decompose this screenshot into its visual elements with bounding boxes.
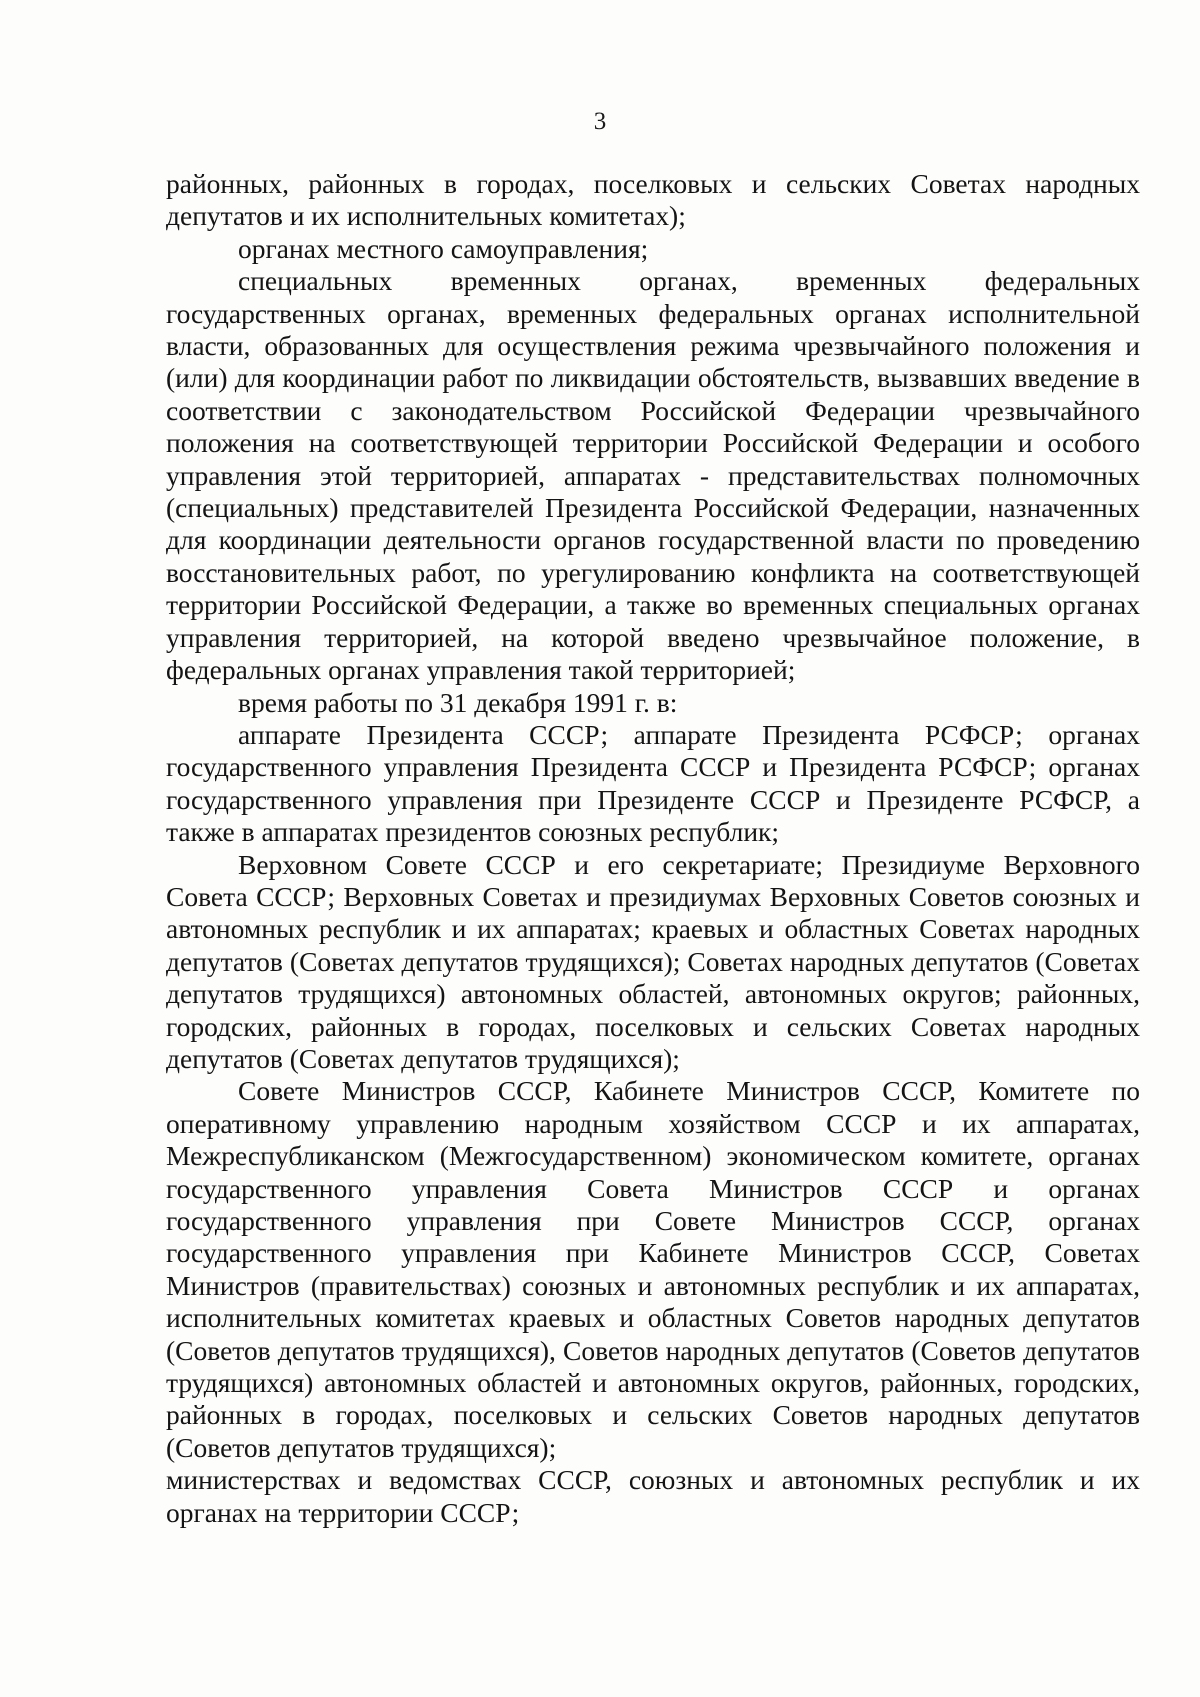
paragraph-president-apparatus: аппарате Президента СССР; аппарате Президента РСФСР; органах государственного управления Президента СССР и Президента РСФСР; органах государственного управления при Президенте СССР и Президенте РСФСР, а также в аппаратах президентов союзных республик; [166, 718, 1140, 848]
paragraph-soviets-continuation: районных, районных в городах, поселковых и сельских Советах народных депутатов и их исполнительных комитетах); [166, 168, 1140, 232]
paragraph-special-temporary-bodies: специальных временных органах, временных федеральных государственных органах, временных федеральных органах исполнительной власти, образованных для осуществления режима чрезвычайного положения и (или) для координации работ по ликвидации обстоятельств, вызвавших введение в соответствии с законодательством Российской Федерации чрезвычайного положения на соответствующей территории Российской Федерации и особого управления этой территорией, аппаратах - представительствах полномочных (специальных) представителей Президента Российской Федерации, назначенных для координации деятельности органов государственной власти по проведению восстановительных работ, по урегулированию конфликта на соответствующей территории Российской Федерации, а также во временных специальных органах управления территорией, на которой введено чрезвычайное положение, в федеральных органах управления такой территорией; [166, 265, 1140, 686]
paragraph-supreme-soviet: Верховном Совете СССР и его секретариате; Президиуме Верховного Совета СССР; Верховных Советах и президиумах Верховных Советов союзных и автономных республик и их аппаратах; краевых и областных Советах народных депутатов (Советах депутатов трудящихся); Советах народных депутатов (Советах депутатов трудящихся) автономных областей, автономных округов; районных, городских, районных в городах, поселковых и сельских Советах народных депутатов (Советах депутатов трудящихся); [166, 848, 1140, 1074]
paragraph-work-until-1991: время работы по 31 декабря 1991 г. в: [238, 686, 678, 718]
page-number: 3 [593, 108, 607, 135]
paragraph-local-self-government: органах местного самоуправления; [238, 232, 649, 264]
paragraph-council-of-ministers: Совете Министров СССР, Кабинете Министров СССР, Комитете по оперативному управлению народным хозяйством СССР и их аппаратах, Межреспубликанском (Межгосударственном) экономическом комитете, органах государственного управления Совета Министров СССР и органах государственного управления при Совете Министров СССР, органах государственного управления при Кабинете Министров СССР, Советах Министров (правительствах) союзных и автономных республик и их аппаратах, исполнительных комитетах краевых и областных Советов народных депутатов (Советов депутатов трудящихся), Советов народных депутатов (Советов депутатов трудящихся) автономных областей и автономных округов, районных, городских, районных в городах, поселковых и сельских Советов народных депутатов (Советов депутатов трудящихся); [166, 1075, 1140, 1463]
document-body [166, 168, 1140, 1529]
paragraph-ministries: министерствах и ведомствах СССР, союзных и автономных республик и их органах на территории СССР; [166, 1464, 1140, 1528]
